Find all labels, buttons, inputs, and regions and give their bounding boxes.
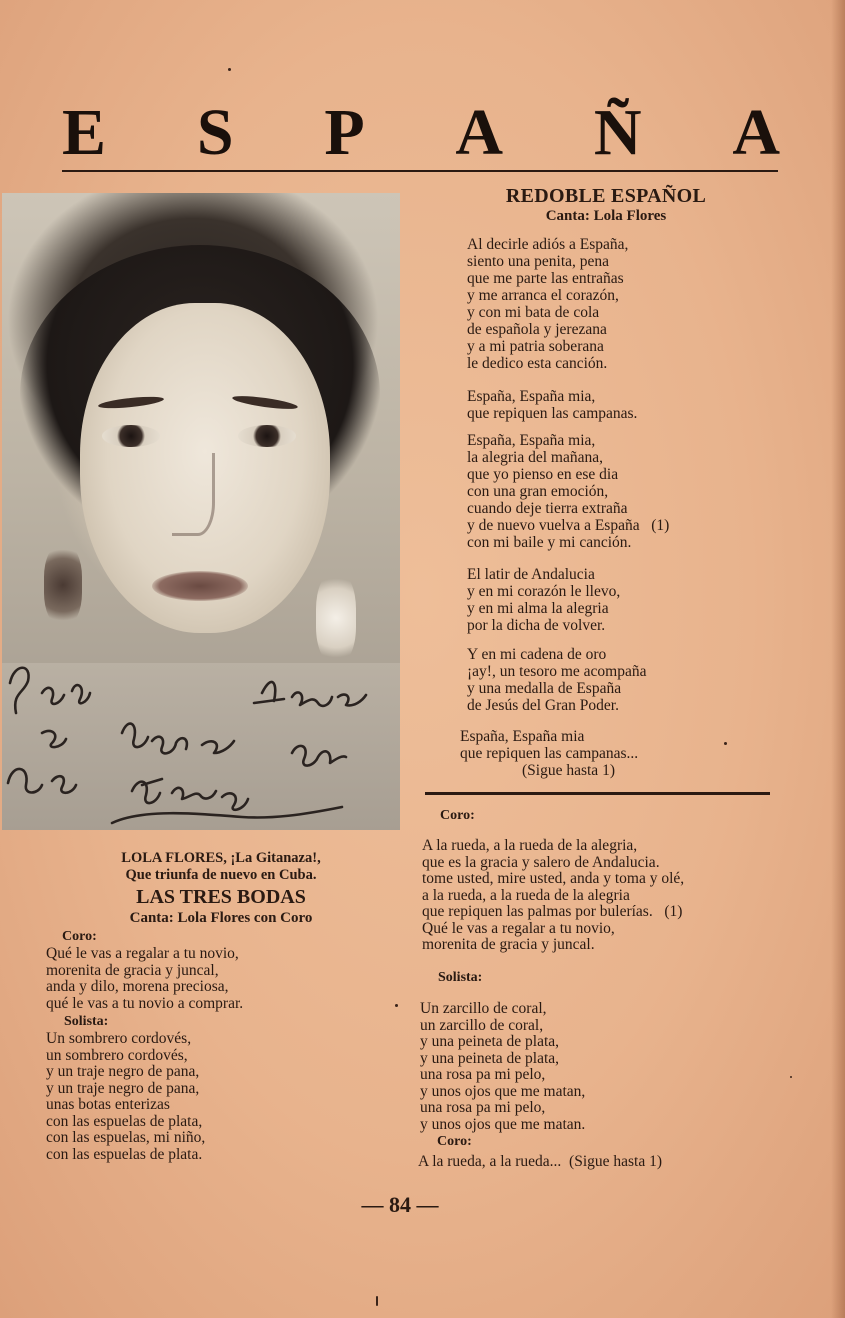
lyric-line: con las espuelas de plata. (46, 1145, 203, 1163)
lyric-line: Qué le vas a regalar a tu novio, (422, 919, 615, 937)
lyric-line: y una peineta de plata, (420, 1033, 560, 1050)
verse-6 (460, 728, 638, 779)
lyric-line: y unos ojos que me matan, (420, 1082, 586, 1100)
lyric-line: anda y dilo, morena preciosa, (46, 978, 229, 995)
lyric-line: qué le vas a tu novio a comprar. (46, 994, 244, 1012)
solista-label: Solista: (64, 1014, 109, 1029)
solista-lyrics (420, 1001, 585, 1133)
lyric-line: de Jesús del Gran Poder. (467, 697, 619, 714)
lyric-line: con una gran emoción, (467, 483, 609, 500)
paper-speck (395, 1004, 398, 1007)
lyric-line: con mi baile y mi canción. (467, 534, 632, 551)
lyric-line: España, España mia, (467, 432, 596, 449)
lyric-line: unas botas enterizas (46, 1096, 170, 1113)
song-credit-redoble: Canta: Lola Flores (545, 208, 667, 224)
lyric-line: a la rueda, a la rueda de la alegria (422, 886, 630, 904)
lyric-line: con las espuelas, mi niño, (46, 1129, 206, 1146)
lyric-line: y unos ojos que me matan. (420, 1115, 586, 1133)
bodas-coro-lyrics (46, 946, 243, 1012)
lyric-line: Un zarcillo de coral, (420, 1000, 547, 1017)
lyric-line: Qué le vas a regalar a tu novio, (46, 945, 239, 962)
lyric-line: (Sigue hasta 1) (460, 762, 615, 779)
paper-speck (724, 742, 727, 745)
lyric-line: una rosa pa mi pelo, (420, 1099, 546, 1116)
lyric-line: un zarcillo de coral, (420, 1016, 544, 1034)
verse-5 (467, 646, 646, 714)
verse-1 (467, 236, 628, 372)
lyric-line: y en mi corazón le llevo, (467, 583, 621, 600)
coro-lyrics (422, 838, 684, 954)
lyric-line: que me parte las entrañas (467, 270, 624, 287)
caption-line: Que triunfa de nuevo en Cuba. (125, 867, 317, 883)
song-title-bodas: LAS TRES BODAS (136, 886, 306, 908)
coro-label: Coro: (62, 929, 97, 944)
bodas-solista-lyrics (46, 1031, 205, 1163)
photo-caption (56, 850, 386, 884)
lyric-line: tome usted, mire usted, anda y toma y olé, (422, 870, 685, 887)
page-edge-shadow (831, 0, 845, 1318)
lyric-line: ¡ay!, un tesoro me acompaña (467, 663, 647, 680)
verse-3 (467, 432, 669, 551)
handwritten-signature (2, 193, 400, 830)
lyric-line: y un traje negro de pana, (46, 1063, 200, 1080)
page-number: — 84 — (361, 1192, 439, 1217)
lyric-line: por la dicha de volver. (467, 617, 606, 634)
lyric-line: y un traje negro de pana, (46, 1079, 200, 1097)
song-credit-bodas: Canta: Lola Flores con Coro (129, 910, 313, 926)
lyric-line: y a mi patria soberana (467, 338, 604, 355)
masthead-letter: A (732, 96, 782, 169)
lyric-line: que repiquen las campanas... (460, 745, 639, 762)
lyric-line: de española y jerezana (467, 321, 607, 338)
paper-speck (790, 1076, 792, 1078)
lyric-line: que es la gracia y salero de Andalucia. (422, 853, 660, 871)
verse-2 (467, 388, 637, 422)
caption-line: LOLA FLORES, ¡La Gitanaza!, (121, 850, 321, 866)
lyric-line: que repiquen las palmas por bulerías. (1) (422, 903, 683, 920)
lyric-line: que repiquen las campanas. (467, 405, 638, 422)
lyric-line: Un sombrero cordovés, (46, 1030, 192, 1047)
lyric-line: y de nuevo vuelva a España (1) (467, 517, 670, 534)
lyric-line: y una medalla de España (467, 680, 622, 697)
lyric-line: Y en mi cadena de oro (467, 646, 607, 663)
lyric-line: y con mi bata de cola (467, 304, 600, 321)
lyric-line: cuando deje tierra extraña (467, 500, 628, 517)
lyric-line: y en mi alma la alegria (467, 600, 609, 617)
masthead-letter: S (196, 96, 236, 169)
header-rule (62, 170, 778, 172)
lyric-line: le dedico esta canción. (467, 355, 608, 372)
lyric-line: que yo pienso en ese dia (467, 466, 619, 483)
lyric-line: la alegria del mañana, (467, 449, 603, 466)
lyric-line: siento una penita, pena (467, 253, 610, 270)
lyric-line: con las espuelas de plata, (46, 1112, 203, 1130)
masthead (62, 96, 782, 169)
lyric-line: un sombrero cordovés, (46, 1046, 188, 1064)
masthead-letter: E (62, 96, 109, 169)
lyric-line: morenita de gracia y juncal. (422, 936, 595, 953)
coro-label: Coro: (440, 808, 475, 823)
section-rule (425, 792, 770, 795)
song-title-redoble: REDOBLE ESPAÑOL (505, 185, 707, 207)
lyric-line: A la rueda, a la rueda... (Sigue hasta 1) (418, 1153, 663, 1170)
paper-speck (376, 1296, 378, 1306)
lyric-line: una rosa pa mi pelo, (420, 1066, 546, 1083)
lyric-line: Al decirle adiós a España, (467, 236, 629, 253)
masthead-letter: P (324, 96, 367, 169)
lyric-line: A la rueda, a la rueda de la alegria, (422, 837, 638, 854)
lyric-line: y una peineta de plata, (420, 1049, 560, 1067)
coro-label: Coro: (437, 1134, 472, 1149)
portrait-photo (2, 193, 400, 830)
lyric-line: España, España mia, (467, 388, 596, 405)
solista-label: Solista: (438, 970, 483, 985)
lyric-line: España, España mia (460, 728, 585, 745)
verse-4 (467, 566, 620, 634)
lyric-line: y me arranca el corazón, (467, 287, 619, 304)
masthead-letter: A (455, 96, 506, 169)
masthead-letter: Ñ (593, 96, 644, 169)
paper-speck (228, 68, 231, 71)
coro-final-line (418, 1154, 662, 1171)
lyric-line: morenita de gracia y juncal, (46, 961, 219, 979)
lyric-line: El latir de Andalucia (467, 566, 595, 583)
